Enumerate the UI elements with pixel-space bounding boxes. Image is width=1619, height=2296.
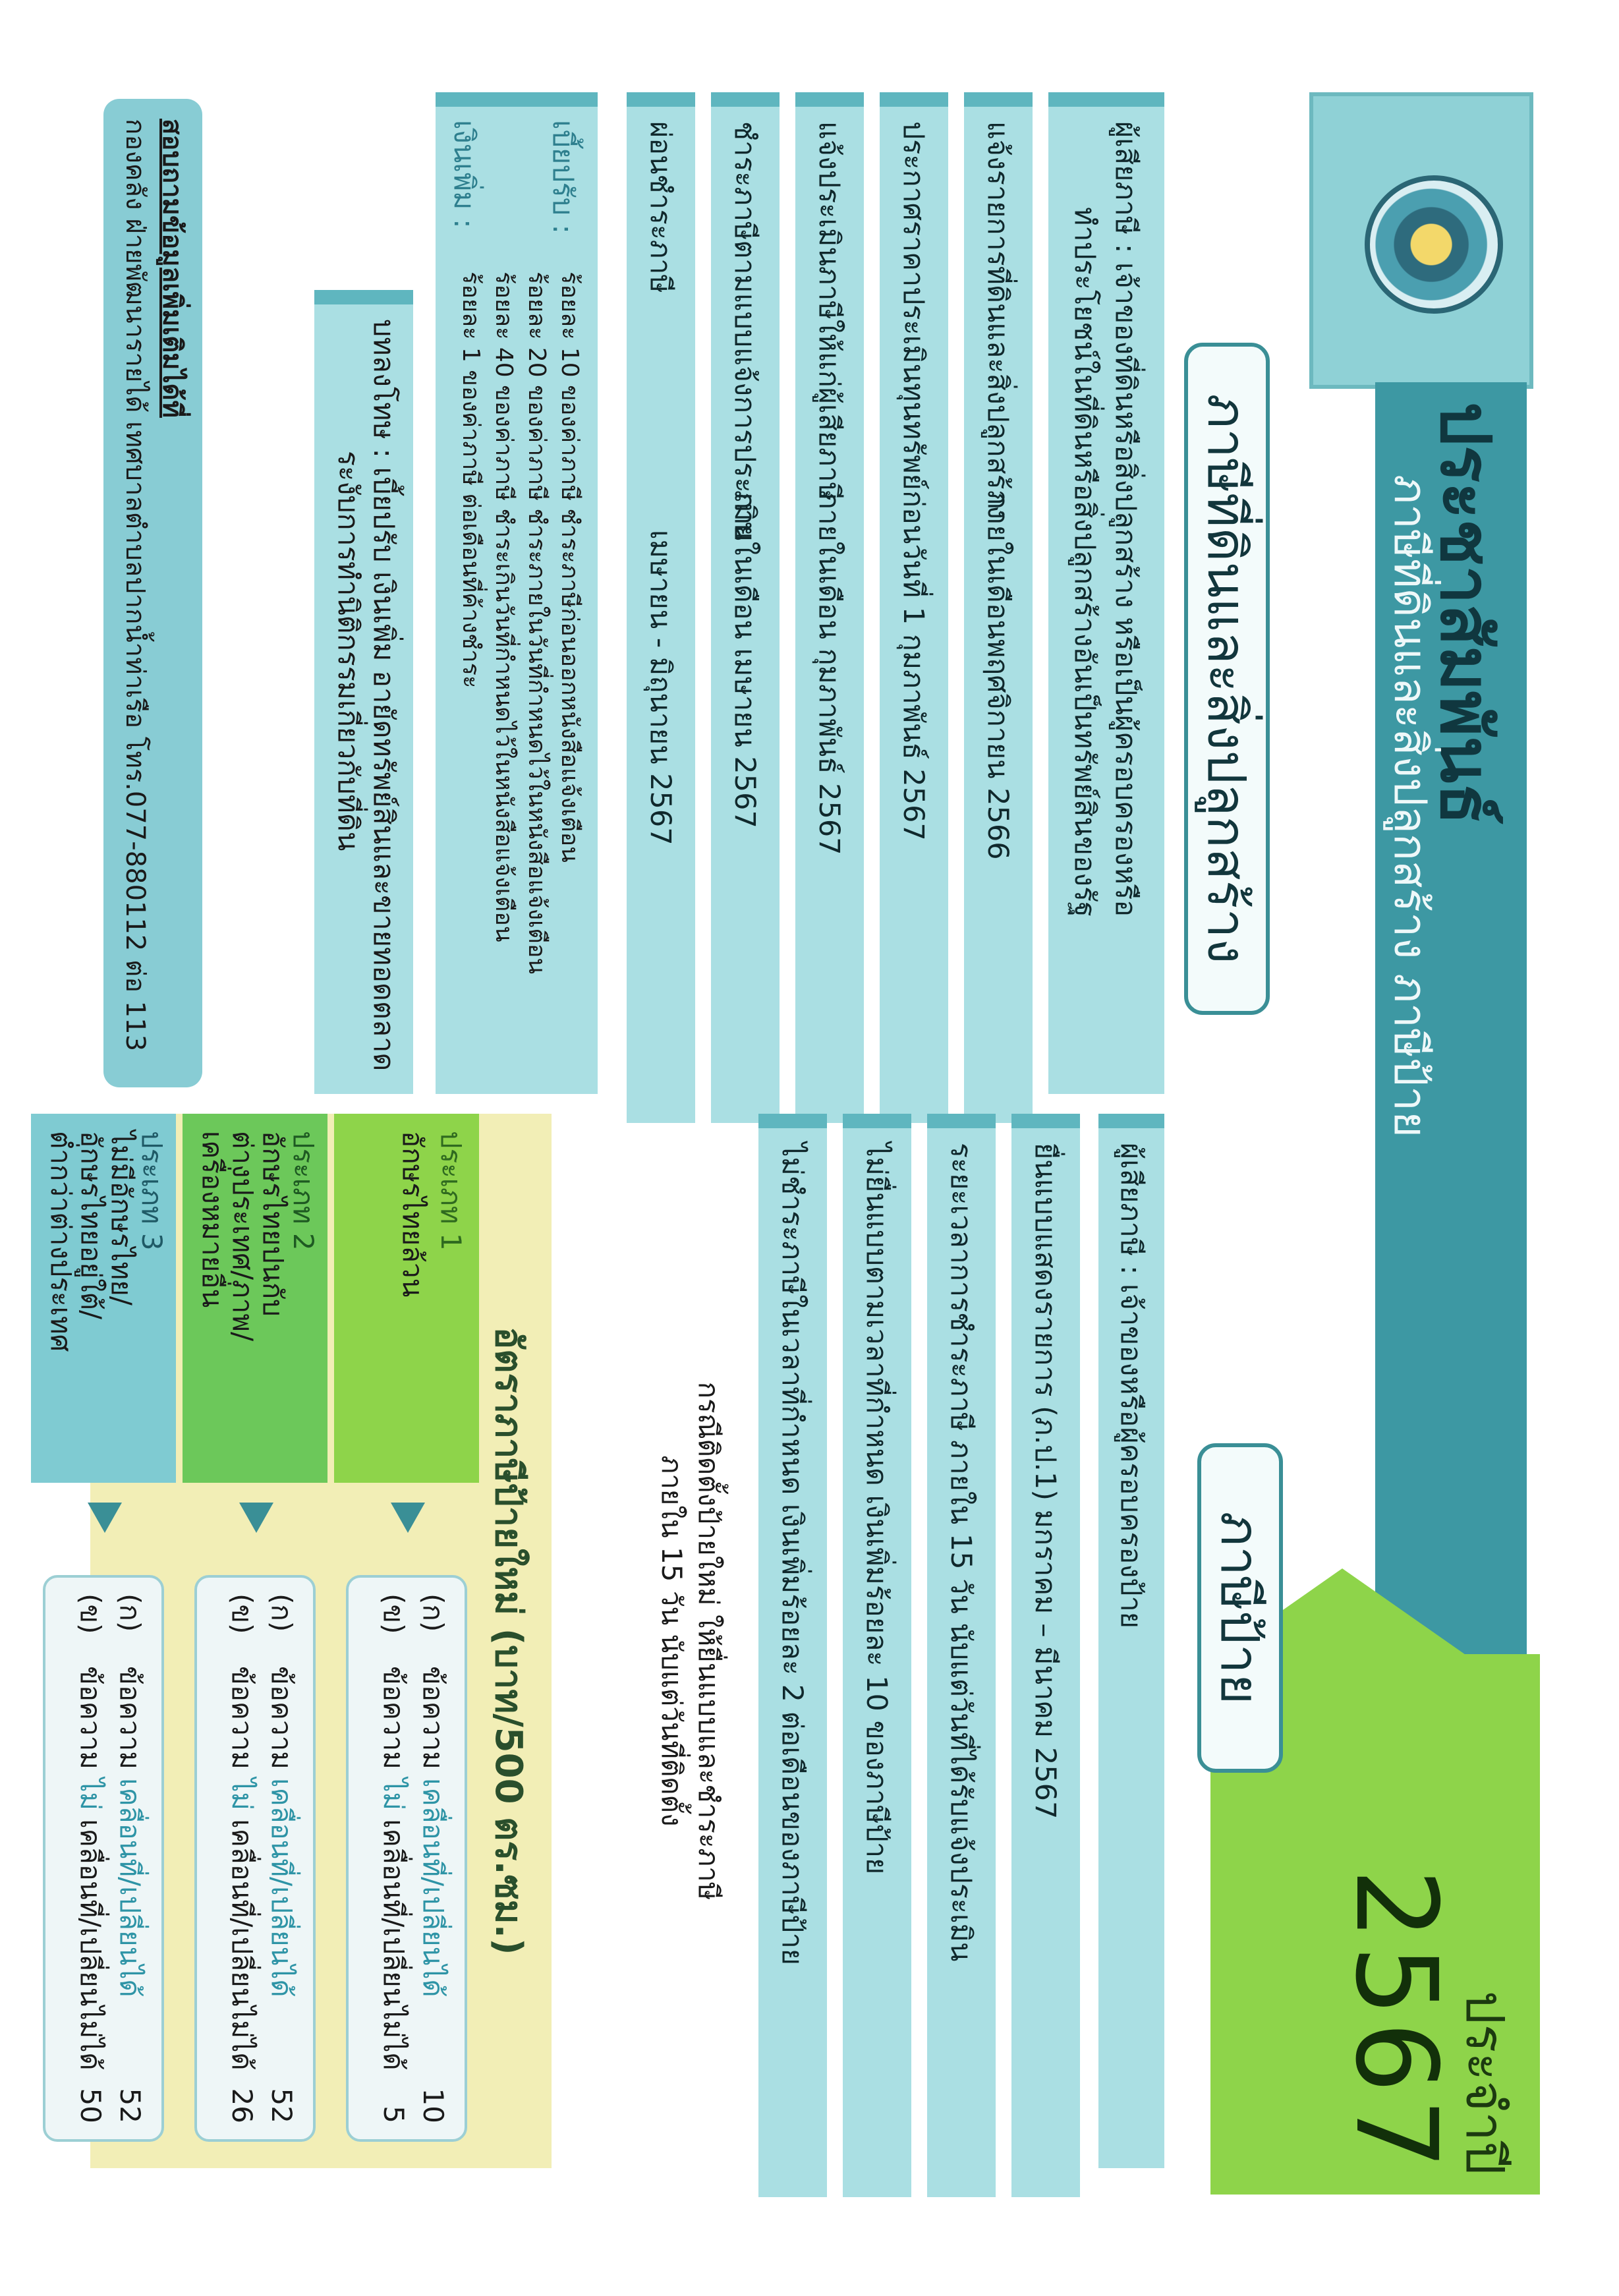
contact-heading: สอบถามข้อมูลเพิ่มเติมได้ที่ xyxy=(157,119,187,418)
option-key: (ข) xyxy=(74,1593,107,1634)
type-3-label: ประเภท 3 xyxy=(136,1131,168,1251)
type-1-label: ประเภท 1 xyxy=(435,1131,467,1251)
option-highlight: ไม่ xyxy=(226,1778,258,1811)
contact-box xyxy=(103,99,202,1087)
type-3-desc: ต่ำกว่าต่างประเทศ xyxy=(45,1131,77,1352)
penalty-note-line2: ระงับการทำนิติกรรมเกี่ยวกับที่ดิน xyxy=(331,451,364,851)
land-row-label: ผ่อนชำระภาษี xyxy=(644,121,677,293)
option-key: (ข) xyxy=(226,1593,258,1634)
land-row xyxy=(711,92,780,1123)
option-text: ข้อความ xyxy=(114,1666,146,1779)
land-row xyxy=(627,92,695,1123)
option-rate: 52 xyxy=(114,2088,146,2123)
option-row xyxy=(413,1593,453,2123)
land-row-value: เมษายน - มิถุนายน 2567 xyxy=(644,530,677,846)
fine-lines xyxy=(454,272,586,974)
option-highlight: ไม่ xyxy=(378,1778,410,1811)
rate-type-1 xyxy=(334,1114,479,2168)
rate-type-2 xyxy=(183,1114,327,2168)
sign-tax-title: ภาษีป้าย xyxy=(1197,1443,1283,1773)
sign-row: ยื่นแบบแสดงรายการ (ภ.ป.1) มกราคม – มีนาคม 2567 xyxy=(1011,1114,1080,2197)
option-highlight: เคลื่อนที่/เปลี่ยนได้ xyxy=(266,1778,298,1997)
land-row xyxy=(964,92,1033,1123)
type-2-options xyxy=(194,1575,316,2142)
type-3-desc: อักษรไทยอยู่ใต้/ xyxy=(75,1131,107,1320)
sign-row: ระยะเวลาการชำระภาษี ภายใน 15 วัน นับแต่วันที่ได้รับแจ้งประเมิน xyxy=(927,1114,996,2197)
fine-label: เบี้ยปรับ : xyxy=(546,120,579,235)
option-text: ข้อความ xyxy=(266,1666,298,1779)
land-taxpayer-line1: ผู้เสียภาษี : เจ้าของที่ดินหรือสิ่งปลูกสร้าง หรือเป็นผู้ครอบครองหรือ xyxy=(1109,121,1142,917)
option-text-end: เคลื่อนที่/เปลี่ยนไม่ได้ xyxy=(74,1810,107,2071)
option-rate: 5 xyxy=(378,2106,410,2123)
year-value: 2567 xyxy=(1330,1868,1461,2175)
option-row xyxy=(110,1593,150,2123)
type-3-options xyxy=(43,1575,164,2142)
penalty-note xyxy=(314,290,413,1094)
sign-row: ไม่ยื่นแบบตามเวลาที่กำหนด เงินเพิ่มร้อยละ 10 ของภาษีป้าย xyxy=(843,1114,911,2197)
page-title: ประชาสัมพันธ์ xyxy=(1425,402,1506,825)
option-text: ข้อความ xyxy=(74,1666,107,1779)
penalty-box xyxy=(436,92,598,1094)
type-1-desc: อักษรไทยล้วน xyxy=(397,1131,429,1298)
arrow-right-icon xyxy=(391,1503,425,1533)
type-2-label: ประเภท 2 xyxy=(287,1131,320,1251)
fine-line: ร้อยละ 40 ของค่าภาษี ชำระเกินวันที่กำหนดไว้ในหนังสือแจ้งเตือน xyxy=(490,272,517,942)
logo-box xyxy=(1309,92,1533,389)
option-highlight: เคลื่อนที่/เปลี่ยนได้ xyxy=(417,1778,449,1997)
seal-icon xyxy=(1365,175,1503,314)
sign-taxpayer: ผู้เสียภาษี : เจ้าของหรือผู้ครอบครองป้าย xyxy=(1098,1114,1164,2168)
type-2-desc: อักษรไทยปนกับ xyxy=(257,1131,289,1317)
new-sign-note-line1: กรณีติดตั้งป้ายใหม่ ให้ยื่นแบบและชำระภาษี xyxy=(693,1381,725,1901)
contact-details: กองคลัง ฝ่ายพัฒนารายได้ เทศบาลตำบลปากน้ำท่าเรือ โทร.077-880112 ต่อ 113 xyxy=(120,119,150,1052)
option-row xyxy=(374,1593,413,2123)
land-row-value: ภายในเดือน กุมภาพันธ์ 2567 xyxy=(812,490,845,855)
land-row-label: ชำระภาษีตามแบบแจ้งการประเมิน xyxy=(728,121,761,541)
land-row-label: ประกาศราคาประเมินทุนทรัพย์ xyxy=(897,121,930,490)
page-subtitle: ภาษีที่ดินและสิ่งปลูกสร้าง ภาษีป้าย xyxy=(1384,474,1436,1138)
land-row xyxy=(880,92,948,1123)
type-1-label-box xyxy=(334,1114,479,1483)
option-key: (ก) xyxy=(417,1593,449,1632)
option-rate: 10 xyxy=(417,2088,449,2123)
option-text: ข้อความ xyxy=(417,1666,449,1779)
option-text-end: เคลื่อนที่/เปลี่ยนไม่ได้ xyxy=(226,1810,258,2071)
fine-line: ร้อยละ 20 ของค่าภาษี ชำระภายในวันที่กำหนดไว้ในหนังสือแจ้งเตือน xyxy=(523,272,550,975)
option-highlight: เคลื่อนที่/เปลี่ยนได้ xyxy=(114,1778,146,1997)
land-row xyxy=(795,92,864,1123)
land-taxpayer-line2: ทำประโยชน์ในที่ดินหรือสิ่งปลูกสร้างอันเป็นทรัพย์สินของรัฐ xyxy=(1068,207,1101,917)
land-tax-title: ภาษีที่ดินและสิ่งปลูกสร้าง xyxy=(1184,343,1270,1015)
option-row xyxy=(71,1593,110,2123)
option-key: (ข) xyxy=(378,1593,410,1634)
option-key: (ก) xyxy=(114,1593,146,1632)
type-3-label-box xyxy=(31,1114,176,1483)
land-row-label: แจ้งรายการที่ดินและสิ่งปลูกสร้าง xyxy=(981,121,1014,519)
penalty-note-line1: บทลงโทษ : เบี้ยปรับ เงินเพิ่ม อายัดทรัพย์สินและขายทอดตลาด xyxy=(367,319,400,1072)
type-2-desc: เครื่องหมายอื่น xyxy=(196,1131,229,1308)
year-label: ประจำปี xyxy=(1454,1990,1516,2175)
option-text-end: เคลื่อนที่/เปลี่ยนไม่ได้ xyxy=(378,1810,410,2071)
land-row-value: ก่อนวันที่ 1 กุมภาพันธ์ 2567 xyxy=(897,490,930,841)
new-sign-note xyxy=(644,1114,736,2168)
land-taxpayer xyxy=(1048,92,1164,1094)
type-2-desc: ต่างประเทศ/ภาพ/ xyxy=(227,1131,259,1342)
rate-title: อัตราภาษีป้ายใหม่ (บาท/500 ตร.ซม.) xyxy=(487,1327,530,1955)
option-text: ข้อความ xyxy=(226,1666,258,1779)
option-rate: 26 xyxy=(226,2088,258,2123)
arrow-right-icon xyxy=(239,1503,273,1533)
type-3-desc: ไม่มีอักษรไทย/ xyxy=(105,1131,138,1306)
rate-type-3 xyxy=(31,1114,176,2168)
option-rate: 52 xyxy=(266,2088,298,2123)
arrow-right-icon xyxy=(88,1503,122,1533)
fine-line: ร้อยละ 10 ของค่าภาษี ชำระภาษีก่อนออกหนังสือแจ้งเตือน xyxy=(556,272,583,863)
sign-row: ไม่ชำระภาษีในเวลาที่กำหนด เงินเพิ่มร้อยละ 2 ต่อเดือนของภาษีป้าย xyxy=(758,1114,827,2197)
option-text: ข้อความ xyxy=(378,1666,410,1779)
option-key: (ก) xyxy=(266,1593,298,1632)
option-highlight: ไม่ xyxy=(74,1778,107,1811)
type-2-label-box xyxy=(183,1114,327,1483)
surcharge-line: ร้อยละ 1 ของค่าภาษี ต่อเดือนที่ค้างชำระ xyxy=(457,272,484,689)
land-row-label: แจ้งประเมินภาษีให้แก่ผู้เสียภาษี xyxy=(812,121,845,501)
land-row-value: ภายในเดือน เมษายน 2567 xyxy=(728,490,761,828)
land-row-value: ภายในเดือนพฤศจิกายน 2566 xyxy=(981,490,1014,860)
option-row xyxy=(262,1593,301,2123)
type-1-options xyxy=(346,1575,467,2142)
option-row xyxy=(222,1593,262,2123)
option-rate: 50 xyxy=(74,2088,107,2123)
surcharge-label: เงินเพิ่ม : xyxy=(447,120,480,229)
new-sign-note-line2: ภายใน 15 วัน นับแต่วันที่ติดตั้ง xyxy=(656,1455,688,1827)
